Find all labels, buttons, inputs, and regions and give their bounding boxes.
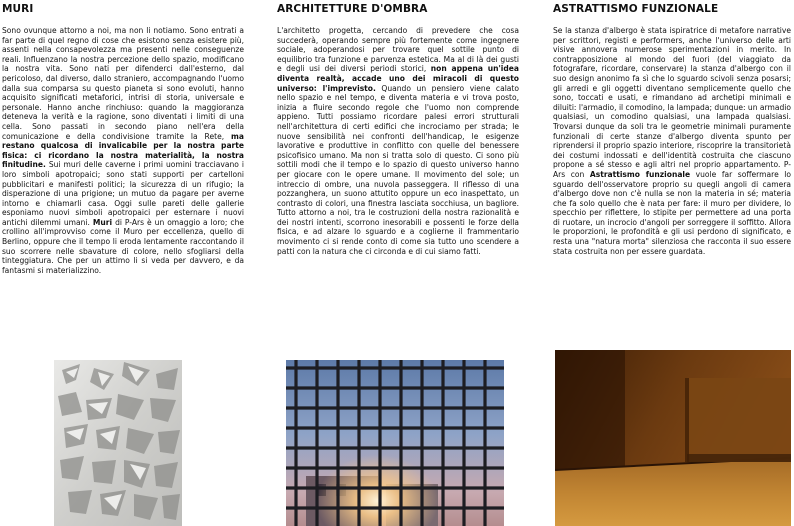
body-text-bold: Muri: [92, 217, 113, 227]
column-astrattismo-funzionale: [553, 0, 791, 256]
body-text: vuole far soffermare lo sguardo dell'osservatore proprio su quegli angoli di camera d'albergo dove non c'è nulla se non la materia in sé; materia che fa solo quello che è nata per fare: il muro per dividere, lo specchio per riflettere, lo stipite per permettere ad una porta di ruotare, un incrocio d'angoli per sorreggere il soffitto. Allora le proporzioni, le profondità e gli usi perdono di significato, e resta una "natura morta" silenziosa che racconta il suo essere stata costruita non per essere guardata.: [553, 169, 791, 256]
body-text: Sono ovunque attorno a noi, ma non li notiamo. Sono entrati a far parte di quel regno di cose che esistono senza esistere più, assenti nella consapevolezza ma presenti nelle conseguenze reali. Influenzano la nostra percezione dello spazio, modificano la nostra vita. Sono nati per difenderci dall'esterno, dal pericoloso, dal diverso, dallo straniero, accompagnando l'uomo dalla sua comparsa su questo pianeta si sono evoluti, hanno acquisito significati metaforici, intrisi di storia, universale e personale. Hanno anche rinchiuso: quando la maggioranza deteneva la verità e la ragione, sono diventati i limiti di una cella. Sono passati in secondo piano nell'era della comunicazione e della condivisione tramite la Rete,: [2, 26, 244, 141]
column-architetture-d-ombra: [277, 0, 519, 256]
section-title: ASTRATTISMO FUNZIONALE: [553, 3, 719, 15]
section-title: ARCHITETTURE D'OMBRA: [277, 3, 428, 15]
column-muri: [2, 0, 244, 275]
body-text-bold: Astrattismo funzionale: [589, 169, 691, 179]
body-text: Quando un pensiero viene calato nello spazio e nel tempo, e diventa materia e vi trova posto, inizia a fluire secondo regole che l'uomo non comprende appieno. Tutti possiamo ricordare palesi errori strutturali nell'architettura di certi edifici che incrociamo per strada; le nuove sensibilità nei confronti dell'handicap, le esigenze lavorative e produttive in conflitto con quelle del benessere psicofisico umano. Ma non si tratta solo di questo. Ci sono più sottili modi che il tempo e lo spazio di questo universo hanno per giocare con le opere umane. Il movimento del sole; un intreccio di ombre, una nuvola passeggera. Il riflesso di una pozzanghera, un suono attutito oppure un eco inaspettato, un contrasto di colori, una finestra lasciata socchiusa, un bagliore. Tutto attorno a noi, tra le costruzioni della nostra razionalità e dei nostri intenti, scorrono inesorabili e possenti le forze della fisica, e ad alzare lo sguardo e a coglierne il frammentario movimento ci si rende conto di come sia tutto uno scendere a patti con la natura che ci circonda e di cui siamo fatti.: [277, 83, 519, 256]
section-body: [2, 26, 244, 275]
section-body: [277, 26, 519, 256]
body-text: L'architetto progetta, cercando di prevedere che cosa succederà, operando sempre più fortemente come ingegnere sociale, adoperandosi per trovare quel sottile punto di equilibrio tra funzione e parvenza estetica. Ma al di là dei gusti e degli usi dei diversi periodi storici,: [277, 26, 519, 74]
hotel-room-corner-photo: [555, 350, 791, 526]
peeling-paint-wall-photo: [54, 360, 182, 526]
sunset-through-grid-photo: [286, 360, 504, 526]
body-text: Sui muri delle caverne i primi uomini tracciavano i loro simboli apotropaici; sono stati supporti per cartelloni pubblicitari e manifesti politici; la sicurezza di un rifugio; la disperazione di una prigione; un mutuo da pagare per averne intorno e chiamarli casa. Oggi sulle pareti delle gallerie esponiamo nuovi simboli apotropaici per esternare i nuovi antichi dilemmi umani.: [2, 160, 244, 227]
body-text-bold: non appena un'idea diventa realtà, accade uno dei miracoli di questo universo: l'imprevisto.: [277, 64, 519, 93]
body-text-bold: ma restano qualcosa di invalicabile per la nostra parte fisica: ci ricordano la nostra materialità, la nostra finitudine.: [2, 131, 244, 170]
body-text: Se la stanza d'albergo è stata ispiratrice di metafore narrative per scrittori, registi e performers, anche l'universo delle arti visive annovera numerose sperimentazioni in merito. In contrapposizione al mondo del fuori (del viaggiato da fotografare, ricordare, conservare) la stanza d'albergo con il suo design anonimo fa sì che lo sguardo scivoli senza posarsi; gli arredi e gli oggetti diventano semplicemente quello che sono, toccati e usati, e rimandano ad archetipi minimali e diluiti: l'armadio, il comodino, la lampada; dunque: un armadio qualsiasi, un comodino qualsiasi, una lampada qualsiasi. Trovarsi dunque da soli tra le geometrie minimali puramente funzionali di certe stanze d'albergo diventa spunto per riprendersi il proprio spazio interiore, riscoprire la transitorietà dei costumi indossati e dell'identità costruita che ciascuno propone a sé stesso e agli altri nel proprio appartamento. P-Ars con: [553, 26, 791, 179]
body-text: di P-Ars è un omaggio a loro; che crollino all'improvviso come il Muro per eccellenza, quello di Berlino, oppure che il tempo li eroda lentamente raccontando il suo scorrere nelle sbavature di colore, nello sfogliarsi della tinteggiatura. Che per un attimo li si veda per davvero, e da fantasmi si materializzino.: [2, 217, 245, 275]
section-title: MURI: [2, 3, 34, 15]
section-body: [553, 26, 791, 256]
